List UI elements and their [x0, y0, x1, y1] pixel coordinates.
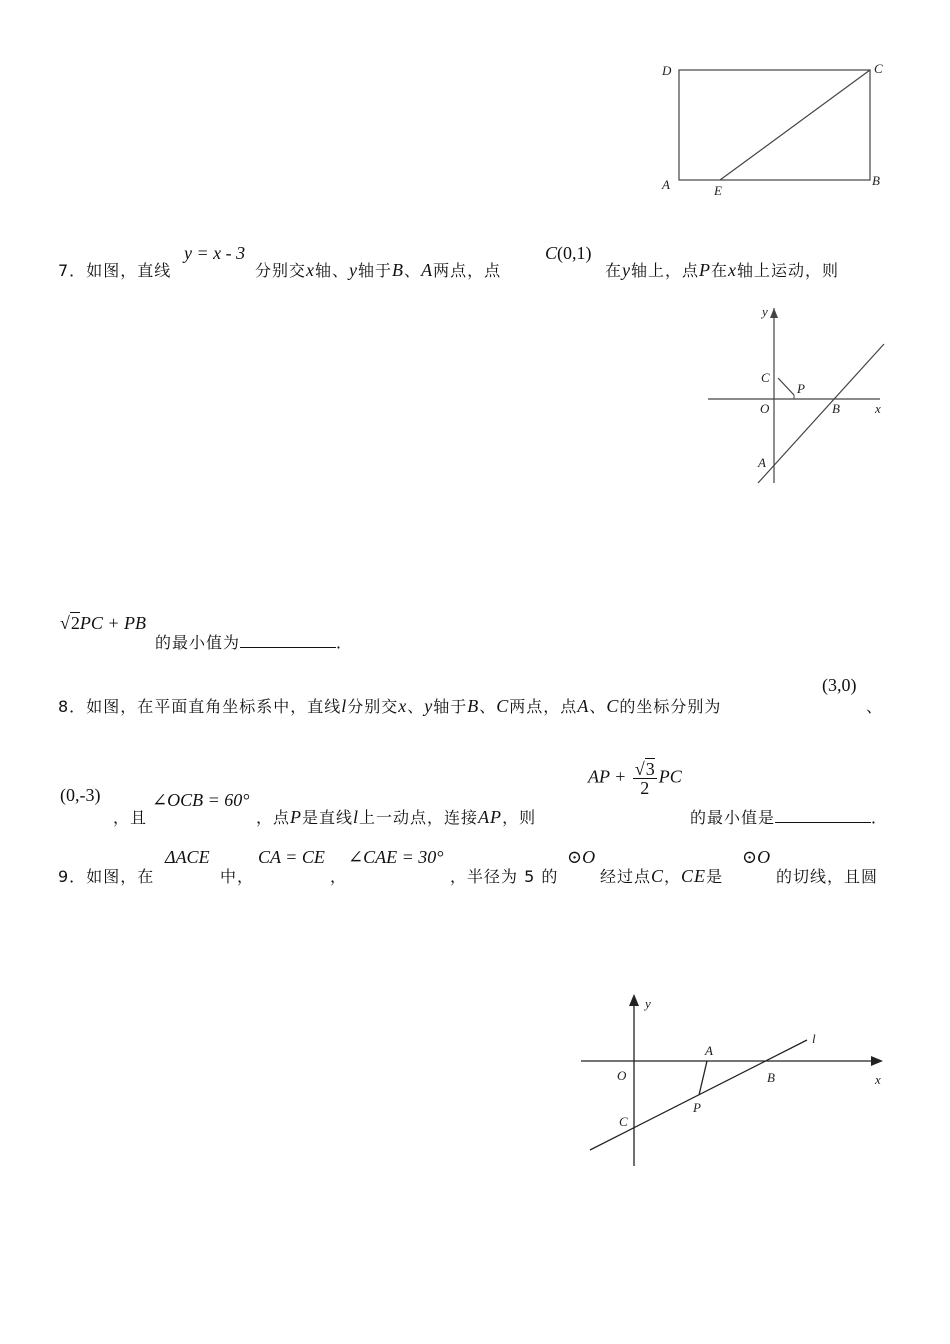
q9-comma: ，: [330, 867, 348, 886]
q8-text9: 上一动点，连接: [359, 808, 479, 827]
q7-a: A: [421, 260, 434, 280]
q9-eq1: CA = CE: [258, 847, 325, 867]
label-c: C: [874, 61, 883, 76]
q7-text3: 轴、: [315, 261, 350, 280]
q7-x: x: [306, 260, 316, 280]
q7-text10: 的最小值为: [155, 633, 241, 652]
q8-coord-c: (0,-3): [60, 785, 101, 805]
q8-ap: AP: [478, 807, 503, 827]
q8-l2: l: [353, 807, 360, 827]
q9-text3: ，半径为 5 的: [450, 867, 559, 886]
q7-answer-blank[interactable]: [240, 633, 336, 648]
q8-sep3: 、: [589, 697, 607, 716]
q7-y: y: [349, 260, 359, 280]
q9-eq2: ∠CAE = 30°: [348, 847, 444, 867]
q8-coord-a: (3,0): [822, 675, 857, 695]
q8-text4: 两点，点: [509, 697, 578, 716]
segment-ce: [720, 70, 870, 180]
q8-end: ．: [871, 808, 889, 827]
q7-expression: PC + PB: [79, 613, 147, 633]
q8-text11: 的最小值是: [690, 808, 776, 827]
figure-rectangle: [650, 55, 900, 205]
label-c: C: [761, 370, 770, 385]
q9-ce: CE: [681, 866, 707, 886]
q8-text2: 分别交: [347, 697, 399, 716]
q7-point-c-name: C: [545, 243, 558, 263]
label-c: C: [619, 1114, 628, 1129]
y-axis-arrow: [770, 308, 778, 318]
label-y: y: [645, 996, 651, 1011]
label-l: l: [812, 1031, 816, 1046]
q7-text8: 在: [711, 261, 729, 280]
label-o: O: [617, 1068, 627, 1083]
x-axis-arrow: [871, 1056, 883, 1066]
q7-text5: 两点，点: [433, 261, 502, 280]
q8-text5: 的坐标分别为: [619, 697, 722, 716]
label-e: E: [714, 183, 722, 198]
q7-text6: 在: [605, 261, 623, 280]
line-l: [590, 1040, 807, 1150]
figure-q7: [700, 300, 900, 490]
segment-ap: [699, 1061, 707, 1095]
q8-line1: [58, 694, 721, 717]
segment-cp: [778, 378, 794, 395]
label-b: B: [832, 401, 840, 416]
label-a: A: [662, 177, 670, 192]
q8-expression: [588, 760, 682, 797]
q8-expr-ap: AP +: [588, 766, 627, 787]
q8-text8: 是直线: [302, 808, 354, 827]
q7-text7: 轴上，点: [631, 261, 700, 280]
q9-number: 9．: [58, 867, 87, 886]
q8-number: 8．: [58, 697, 87, 716]
q7-line1: [58, 258, 171, 281]
q9-text6: 是: [706, 867, 724, 886]
q7-text2: 分别交: [255, 261, 307, 280]
q8-y: y: [424, 696, 434, 716]
q9-line1b: [600, 864, 723, 887]
label-o: O: [760, 401, 770, 416]
line-ab: [758, 344, 884, 483]
q8-b: B: [467, 696, 480, 716]
q8-expr-pc: PC: [658, 766, 682, 787]
q7-end: ．: [336, 633, 354, 652]
q9-circle-1: ⊙O: [567, 847, 596, 867]
q8-text3: 轴于: [433, 697, 468, 716]
label-d: D: [662, 63, 672, 78]
q7-text4: 轴于: [358, 261, 393, 280]
q9-text2: 中，: [220, 867, 255, 886]
q8-text10: ，则: [502, 808, 537, 827]
figure-q8: [575, 990, 895, 1175]
rectangle-abcd: [679, 70, 870, 180]
q7-number: 7．: [58, 261, 87, 280]
label-a: A: [758, 455, 766, 470]
q9-line1a: [58, 864, 154, 887]
q7-sep: 、: [404, 261, 422, 280]
q7-p: P: [699, 260, 712, 280]
q9-c: C: [651, 866, 665, 886]
y-axis-arrow: [629, 994, 639, 1006]
q7-b: B: [392, 260, 405, 280]
q8-text1: 如图，在平面直角坐标系中，直线: [86, 697, 342, 716]
q7-point-c-coords: (0,1): [557, 243, 592, 263]
q8-sep2: 、: [479, 697, 497, 716]
q7-x2: x: [728, 260, 738, 280]
q8-p: P: [290, 807, 303, 827]
q8-fraction-num: √3: [634, 759, 655, 779]
q8-sep1: 、: [407, 697, 425, 716]
label-p: P: [797, 381, 805, 396]
q7-sqrt-value: 2: [70, 613, 80, 633]
q7-y2: y: [622, 260, 632, 280]
q9-circle-2: ⊙O: [742, 847, 771, 867]
q7-line1b: [255, 258, 501, 281]
q8-fraction-den: 2: [640, 778, 650, 798]
label-p: P: [693, 1100, 701, 1115]
q7-line2: [60, 613, 146, 634]
q7-sqrt-symbol: √: [60, 613, 70, 633]
q9-triangle: ΔACE: [165, 847, 210, 867]
q8-x: x: [398, 696, 408, 716]
q7-line1c: [605, 258, 839, 281]
q7-point-c: [545, 243, 592, 264]
q8-fraction: [633, 760, 657, 797]
q8-a: A: [577, 696, 590, 716]
label-b: B: [767, 1070, 775, 1085]
label-x: x: [875, 401, 881, 416]
label-a: A: [705, 1043, 713, 1058]
q8-c: C: [496, 696, 510, 716]
q7-text9: 轴上运动，则: [737, 261, 840, 280]
q9-text5: ，: [664, 867, 682, 886]
q8-c2: C: [606, 696, 620, 716]
q9-text4: 经过点: [600, 867, 652, 886]
q9-text7: 的切线，且圆: [776, 867, 879, 886]
q9-text1: 如图，在: [86, 867, 155, 886]
label-x: x: [875, 1072, 881, 1087]
q8-text7: ，点: [256, 808, 291, 827]
q7-text1: 如图，直线: [86, 261, 172, 280]
q8-answer-blank[interactable]: [775, 808, 871, 823]
q8-coord-sep: 、: [866, 697, 884, 716]
q8-angle: ∠OCB = 60°: [152, 790, 250, 810]
label-y: y: [762, 304, 768, 319]
label-b: B: [872, 173, 880, 188]
q7-line-equation: y = x - 3: [184, 243, 246, 263]
q7-line2b: [155, 630, 353, 653]
q8-line2c: [690, 805, 888, 828]
q8-line2: [256, 805, 536, 828]
q8-l: l: [341, 696, 348, 716]
q8-text6: ，且: [113, 808, 148, 827]
